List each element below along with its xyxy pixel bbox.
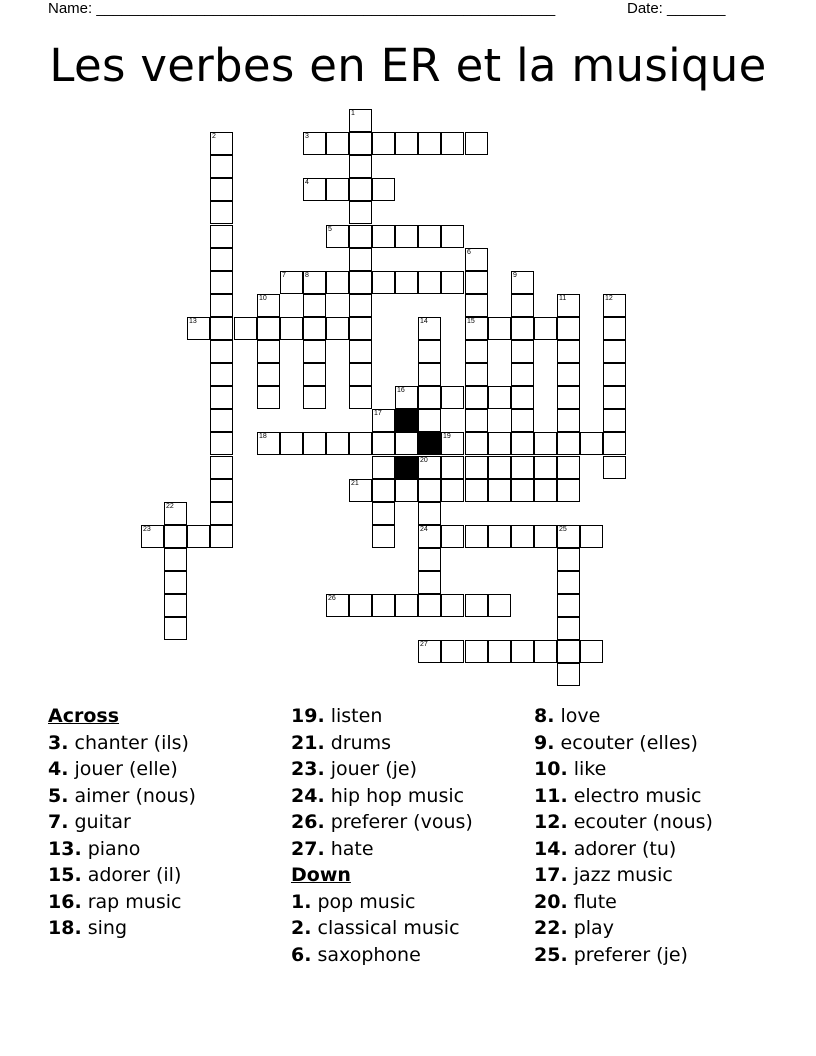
grid-cell[interactable] <box>603 317 626 340</box>
clue-item: 1. pop music <box>291 890 416 913</box>
grid-cell[interactable] <box>511 479 534 502</box>
clue-item: 7. guitar <box>48 811 131 833</box>
grid-cell[interactable] <box>257 432 280 455</box>
grid-cell[interactable] <box>557 571 580 594</box>
grid-cell[interactable] <box>210 409 233 432</box>
grid-cell[interactable] <box>349 248 372 271</box>
grid-cell[interactable] <box>603 456 626 479</box>
clue-item: 27. hate <box>291 837 374 860</box>
clue-item: 10. like <box>534 758 607 780</box>
grid-cell[interactable] <box>257 317 280 340</box>
grid-cell[interactable] <box>303 132 326 155</box>
grid-cell[interactable] <box>465 456 488 479</box>
grid-cell[interactable] <box>349 432 372 455</box>
grid-cell[interactable] <box>465 640 488 663</box>
cell-number: 13 <box>189 318 197 325</box>
grid-cell[interactable] <box>418 409 441 432</box>
grid-cell[interactable] <box>511 317 534 340</box>
grid-cell[interactable] <box>418 502 441 525</box>
grid-cell[interactable] <box>465 363 488 386</box>
grid-cell[interactable] <box>534 317 557 340</box>
grid-cell[interactable] <box>488 456 511 479</box>
clue-item: 2. classical music <box>291 917 460 939</box>
grid-cell[interactable] <box>372 178 395 201</box>
grid-cell[interactable] <box>488 479 511 502</box>
grid-cell[interactable] <box>349 594 372 617</box>
grid-cell[interactable] <box>557 386 580 409</box>
grid-cell[interactable] <box>603 340 626 363</box>
grid-cell[interactable] <box>488 594 511 617</box>
clue-column-1 <box>48 703 196 942</box>
clue-item: 4. jouer (elle) <box>48 758 178 780</box>
grid-cell[interactable] <box>511 525 534 548</box>
grid-cell[interactable] <box>349 132 372 155</box>
grid-cell[interactable] <box>418 479 441 502</box>
grid-cell[interactable] <box>210 456 233 479</box>
grid-cell[interactable] <box>418 317 441 340</box>
grid-cell[interactable] <box>280 432 303 455</box>
clue-item: 6. saxophone <box>291 943 421 966</box>
grid-cell[interactable] <box>511 432 534 455</box>
grid-cell[interactable] <box>210 432 233 455</box>
grid-cell[interactable] <box>210 155 233 178</box>
clue-item: 11. electro music <box>534 784 702 807</box>
cell-number: 25 <box>559 526 567 533</box>
cell-number: 23 <box>143 526 151 533</box>
cell-number: 19 <box>443 433 451 440</box>
grid-cell[interactable] <box>418 525 441 548</box>
across-heading: Across <box>48 705 120 727</box>
grid-cell[interactable] <box>418 225 441 248</box>
grid-cell[interactable] <box>441 525 464 548</box>
clue-item: 25. preferer (je) <box>534 943 688 966</box>
grid-cell[interactable] <box>303 432 326 455</box>
cell-number: 14 <box>420 318 428 325</box>
grid-cell[interactable] <box>187 317 210 340</box>
cell-number: 24 <box>420 526 428 533</box>
grid-cell[interactable] <box>326 271 349 294</box>
grid-cell[interactable] <box>349 201 372 224</box>
grid-cell[interactable] <box>441 271 464 294</box>
cell-number: 22 <box>166 503 174 510</box>
clue-item: 20. flute <box>534 890 617 913</box>
grid-cell[interactable] <box>441 594 464 617</box>
grid-cell[interactable] <box>210 248 233 271</box>
grid-cell[interactable] <box>465 271 488 294</box>
date-field: Date: _______ <box>627 0 726 17</box>
grid-cell[interactable] <box>441 456 464 479</box>
name-field: Name: _______________________________________________________ <box>48 0 556 17</box>
grid-cell[interactable] <box>418 594 441 617</box>
grid-cell[interactable] <box>210 201 233 224</box>
grid-cell[interactable] <box>349 386 372 409</box>
grid-cell[interactable] <box>511 640 534 663</box>
clue-item: 17. jazz music <box>534 864 673 886</box>
clue-item: 21. drums <box>291 731 392 754</box>
grid-cell[interactable] <box>395 594 418 617</box>
grid-cell[interactable] <box>603 432 626 455</box>
clue-item: 18. sing <box>48 917 127 939</box>
clue-item: 13. piano <box>48 837 141 860</box>
grid-cell[interactable] <box>488 432 511 455</box>
grid-cell[interactable] <box>511 363 534 386</box>
grid-black-cell <box>395 456 418 479</box>
grid-cell[interactable] <box>210 271 233 294</box>
grid-cell[interactable] <box>580 640 603 663</box>
grid-cell[interactable] <box>303 386 326 409</box>
cell-number: 21 <box>351 480 359 487</box>
grid-cell[interactable] <box>534 640 557 663</box>
grid-cell[interactable] <box>210 317 233 340</box>
grid-cell[interactable] <box>557 409 580 432</box>
grid-cell[interactable] <box>441 479 464 502</box>
clue-item: 8. love <box>534 705 601 727</box>
grid-cell[interactable] <box>557 479 580 502</box>
grid-cell[interactable] <box>349 225 372 248</box>
clue-item: 12. ecouter (nous) <box>534 811 713 833</box>
grid-cell[interactable] <box>488 640 511 663</box>
grid-cell[interactable] <box>557 456 580 479</box>
grid-cell[interactable] <box>164 502 187 525</box>
down-heading: Down <box>291 864 351 886</box>
grid-cell[interactable] <box>418 640 441 663</box>
grid-cell[interactable] <box>465 479 488 502</box>
grid-cell[interactable] <box>372 271 395 294</box>
grid-cell[interactable] <box>603 386 626 409</box>
cell-number: 17 <box>374 410 382 417</box>
grid-cell[interactable] <box>326 594 349 617</box>
clue-item: 14. adorer (tu) <box>534 837 677 860</box>
grid-cell[interactable] <box>210 294 233 317</box>
grid-cell[interactable] <box>372 432 395 455</box>
grid-cell[interactable] <box>557 317 580 340</box>
clue-column-3 <box>534 703 713 968</box>
grid-cell[interactable] <box>488 317 511 340</box>
cell-number: 1 <box>351 110 355 117</box>
cell-number: 2 <box>212 133 216 140</box>
grid-cell[interactable] <box>511 271 534 294</box>
cell-number: 5 <box>328 226 332 233</box>
grid-cell[interactable] <box>418 456 441 479</box>
grid-cell[interactable] <box>465 294 488 317</box>
grid-cell[interactable] <box>580 432 603 455</box>
grid-cell[interactable] <box>349 363 372 386</box>
grid-cell[interactable] <box>280 271 303 294</box>
grid-cell[interactable] <box>465 317 488 340</box>
grid-cell[interactable] <box>488 386 511 409</box>
grid-cell[interactable] <box>465 248 488 271</box>
grid-cell[interactable] <box>303 294 326 317</box>
grid-cell[interactable] <box>326 178 349 201</box>
grid-cell[interactable] <box>257 386 280 409</box>
grid-cell[interactable] <box>465 340 488 363</box>
cell-number: 27 <box>420 641 428 648</box>
grid-cell[interactable] <box>465 409 488 432</box>
grid-cell[interactable] <box>465 132 488 155</box>
clue-item: 5. aimer (nous) <box>48 784 196 807</box>
grid-cell[interactable] <box>557 363 580 386</box>
grid-cell[interactable] <box>234 317 257 340</box>
clue-item: 19. listen <box>291 705 383 727</box>
grid-cell[interactable] <box>303 271 326 294</box>
grid-cell[interactable] <box>210 178 233 201</box>
grid-cell[interactable] <box>465 432 488 455</box>
grid-cell[interactable] <box>210 340 233 363</box>
grid-cell[interactable] <box>511 386 534 409</box>
grid-cell[interactable] <box>210 132 233 155</box>
grid-cell[interactable] <box>164 548 187 571</box>
cell-number: 6 <box>467 249 471 256</box>
grid-cell[interactable] <box>372 409 395 432</box>
grid-cell[interactable] <box>372 479 395 502</box>
cell-number: 18 <box>259 433 267 440</box>
grid-cell[interactable] <box>465 386 488 409</box>
grid-cell[interactable] <box>603 409 626 432</box>
grid-cell[interactable] <box>280 317 303 340</box>
grid-cell[interactable] <box>349 317 372 340</box>
grid-cell[interactable] <box>257 294 280 317</box>
grid-cell[interactable] <box>511 294 534 317</box>
grid-cell[interactable] <box>557 663 580 686</box>
grid-cell[interactable] <box>395 132 418 155</box>
cell-number: 20 <box>420 457 428 464</box>
grid-cell[interactable] <box>534 525 557 548</box>
grid-cell[interactable] <box>418 363 441 386</box>
cell-number: 11 <box>559 295 567 302</box>
grid-cell[interactable] <box>557 432 580 455</box>
grid-cell[interactable] <box>418 386 441 409</box>
grid-cell[interactable] <box>210 502 233 525</box>
clue-item: 26. preferer (vous) <box>291 811 473 833</box>
grid-cell[interactable] <box>418 571 441 594</box>
grid-cell[interactable] <box>164 525 187 548</box>
grid-cell[interactable] <box>534 479 557 502</box>
grid-cell[interactable] <box>557 617 580 640</box>
page-title: Les verbes en ER et la musique <box>49 39 767 92</box>
grid-cell[interactable] <box>534 456 557 479</box>
clue-item: 24. hip hop music <box>291 784 465 807</box>
clue-item: 16. rap music <box>48 890 182 913</box>
cell-number: 10 <box>259 295 267 302</box>
grid-cell[interactable] <box>441 225 464 248</box>
clue-item: 15. adorer (il) <box>48 864 182 886</box>
grid-cell[interactable] <box>395 432 418 455</box>
grid-cell[interactable] <box>418 548 441 571</box>
grid-cell[interactable] <box>210 225 233 248</box>
grid-cell[interactable] <box>511 456 534 479</box>
grid-cell[interactable] <box>372 502 395 525</box>
grid-cell[interactable] <box>557 340 580 363</box>
grid-cell[interactable] <box>303 340 326 363</box>
clue-item: 3. chanter (ils) <box>48 731 189 754</box>
clue-item: 9. ecouter (elles) <box>534 731 698 754</box>
grid-cell[interactable] <box>557 294 580 317</box>
cell-number: 12 <box>605 295 613 302</box>
grid-cell[interactable] <box>418 271 441 294</box>
grid-cell[interactable] <box>164 617 187 640</box>
clue-column-2 <box>291 703 473 968</box>
grid-cell[interactable] <box>372 525 395 548</box>
grid-cell[interactable] <box>303 317 326 340</box>
grid-cell[interactable] <box>441 432 464 455</box>
grid-cell[interactable] <box>349 155 372 178</box>
grid-cell[interactable] <box>511 409 534 432</box>
cell-number: 7 <box>282 272 286 279</box>
grid-cell[interactable] <box>418 340 441 363</box>
grid-cell[interactable] <box>326 132 349 155</box>
cell-number: 3 <box>305 133 309 140</box>
grid-cell[interactable] <box>488 525 511 548</box>
grid-cell[interactable] <box>557 594 580 617</box>
grid-cell[interactable] <box>372 594 395 617</box>
grid-cell[interactable] <box>580 525 603 548</box>
grid-cell[interactable] <box>326 225 349 248</box>
grid-cell[interactable] <box>210 525 233 548</box>
grid-cell[interactable] <box>465 594 488 617</box>
grid-cell[interactable] <box>395 225 418 248</box>
grid-cell[interactable] <box>164 594 187 617</box>
grid-cell[interactable] <box>349 479 372 502</box>
cell-number: 15 <box>467 318 475 325</box>
grid-cell[interactable] <box>557 640 580 663</box>
grid-cell[interactable] <box>372 456 395 479</box>
grid-cell[interactable] <box>395 271 418 294</box>
grid-cell[interactable] <box>349 178 372 201</box>
grid-cell[interactable] <box>418 132 441 155</box>
grid-cell[interactable] <box>395 479 418 502</box>
grid-cell[interactable] <box>441 640 464 663</box>
grid-cell[interactable] <box>187 525 210 548</box>
grid-cell[interactable] <box>349 109 372 132</box>
grid-cell[interactable] <box>326 317 349 340</box>
grid-black-cell <box>418 432 441 455</box>
cell-number: 8 <box>305 272 309 279</box>
grid-black-cell <box>395 409 418 432</box>
clue-item: 23. jouer (je) <box>291 758 417 780</box>
grid-cell[interactable] <box>534 432 557 455</box>
grid-cell[interactable] <box>465 525 488 548</box>
grid-cell[interactable] <box>210 386 233 409</box>
cell-number: 9 <box>513 272 517 279</box>
clue-item: 22. play <box>534 917 614 939</box>
grid-cell[interactable] <box>441 132 464 155</box>
grid-cell[interactable] <box>603 363 626 386</box>
grid-cell[interactable] <box>349 294 372 317</box>
grid-cell[interactable] <box>210 479 233 502</box>
grid-cell[interactable] <box>349 271 372 294</box>
cell-number: 4 <box>305 179 309 186</box>
grid-cell[interactable] <box>303 363 326 386</box>
cell-number: 26 <box>328 595 336 602</box>
grid-cell[interactable] <box>372 225 395 248</box>
grid-cell[interactable] <box>441 386 464 409</box>
grid-cell[interactable] <box>395 386 418 409</box>
grid-cell[interactable] <box>257 363 280 386</box>
grid-cell[interactable] <box>557 525 580 548</box>
grid-cell[interactable] <box>164 571 187 594</box>
cell-number: 16 <box>397 387 405 394</box>
grid-cell[interactable] <box>372 132 395 155</box>
grid-cell[interactable] <box>603 294 626 317</box>
grid-cell[interactable] <box>210 363 233 386</box>
grid-cell[interactable] <box>511 340 534 363</box>
grid-cell[interactable] <box>326 432 349 455</box>
grid-cell[interactable] <box>557 548 580 571</box>
grid-cell[interactable] <box>141 525 164 548</box>
grid-cell[interactable] <box>303 178 326 201</box>
grid-cell[interactable] <box>257 340 280 363</box>
grid-cell[interactable] <box>349 340 372 363</box>
